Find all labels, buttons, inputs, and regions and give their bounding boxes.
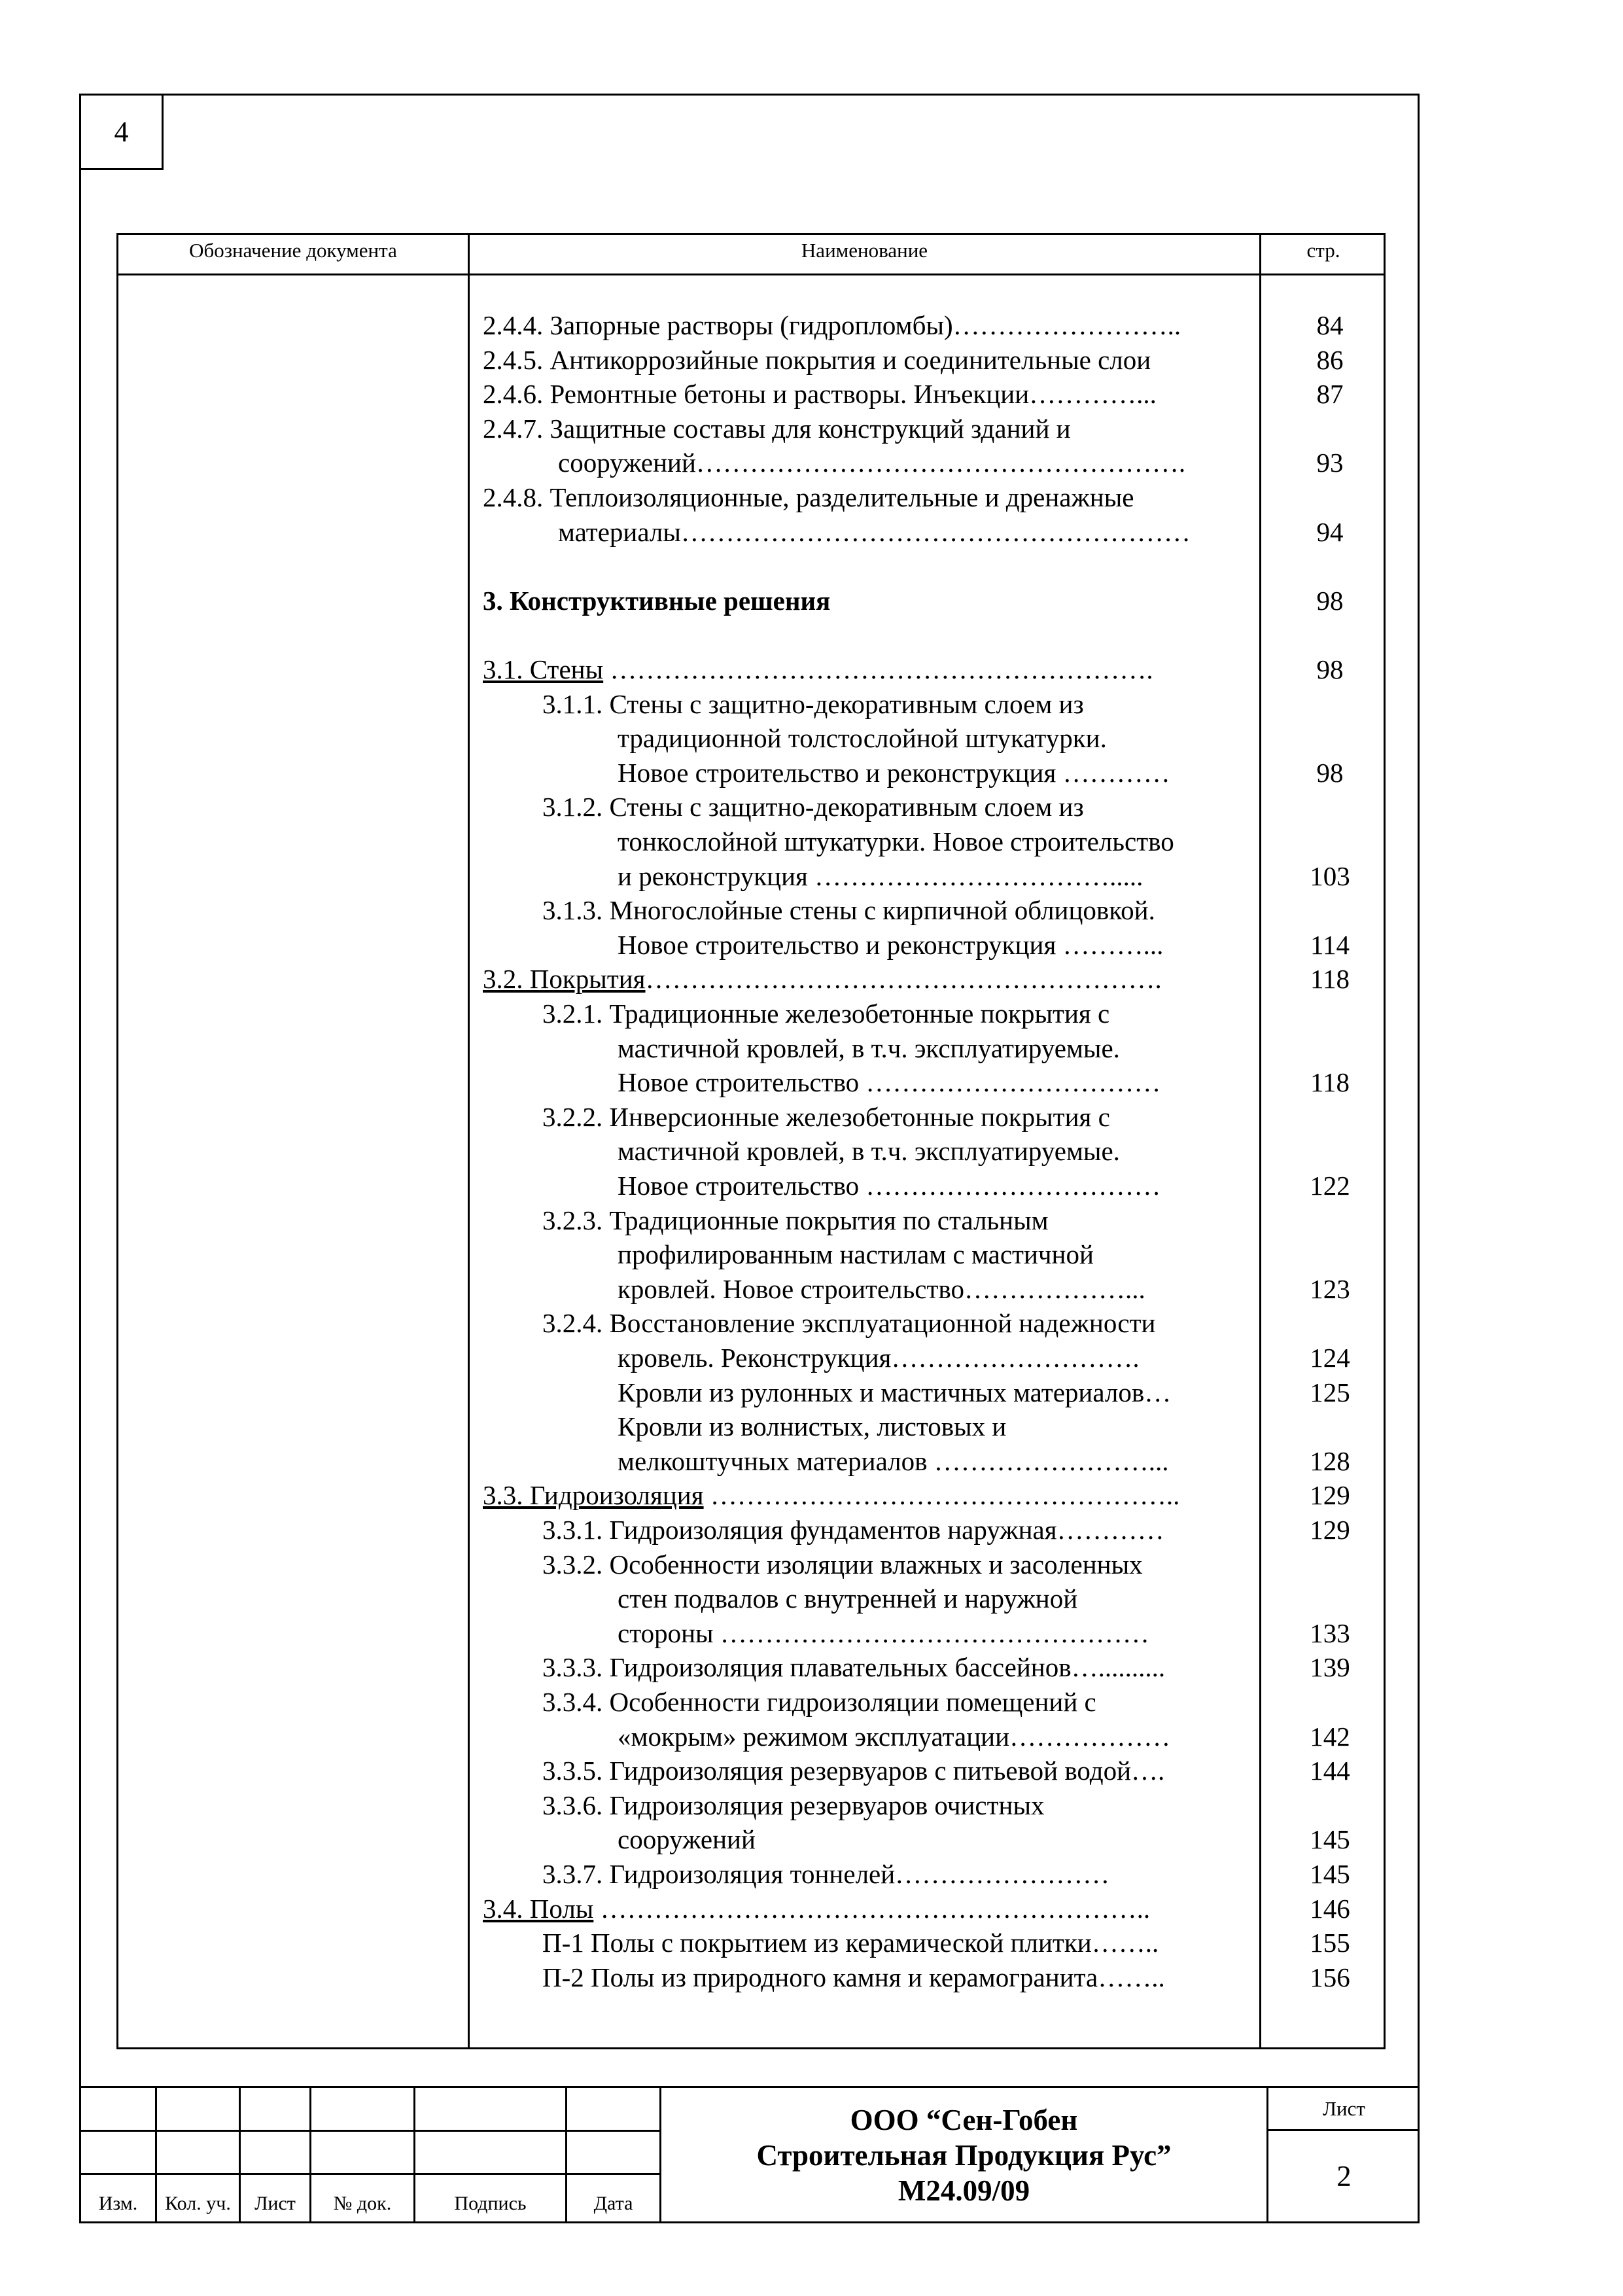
- toc-entry-leader: ……………………………………………..: [703, 1480, 1180, 1510]
- toc-entry: [618, 824, 1249, 859]
- header-doc-designation: Обозначение документа: [189, 239, 397, 262]
- toc-page-number: 87: [1316, 379, 1344, 409]
- stamp-label-date: Дата: [593, 2193, 633, 2214]
- toc-entry-text: 2.4.5. Антикоррозийные покрытия и соединительные слои: [483, 345, 1151, 375]
- toc-entry-text: 2.4.8. Теплоизоляционные, разделительные и дренажные: [483, 482, 1134, 512]
- toc-page-number: 145: [1310, 1824, 1350, 1854]
- toc-entry-text: 3.2.3. Традиционные покрытия по стальным: [542, 1205, 1049, 1235]
- col-divider-1: [468, 233, 470, 2049]
- toc-page-number: 133: [1310, 1618, 1350, 1648]
- toc-entry-text: 3.4. Полы: [483, 1894, 594, 1924]
- toc-entry: [483, 308, 1249, 343]
- toc-entry: [618, 859, 1249, 894]
- toc-page-number: 146: [1310, 1894, 1350, 1924]
- toc-entry: [618, 1237, 1249, 1272]
- stamp-label-signature: Подпись: [454, 2193, 527, 2214]
- toc-entry-text: 3.3.6. Гидроизоляция резервуаров очистных: [542, 1790, 1045, 1820]
- toc-entry-text: сооружений: [618, 1824, 756, 1854]
- toc-entry: [542, 1754, 1249, 1788]
- toc-entry: [542, 1100, 1249, 1135]
- toc-entry-text: традиционной толстослойной штукатурки.: [618, 723, 1107, 753]
- toc-entry: [542, 1547, 1249, 1582]
- toc-page-number: 114: [1310, 930, 1350, 960]
- toc-entry-text: 3.2.2. Инверсионные железобетонные покрытия с: [542, 1102, 1110, 1132]
- toc-entry-leader: …………………………………………………….: [603, 654, 1153, 684]
- toc-entry: [618, 1581, 1249, 1616]
- stamp-row-2: [79, 2173, 659, 2175]
- toc-entry: [542, 893, 1249, 928]
- toc-entry-text: Кровли из рулонных и мастичных материалов…: [618, 1377, 1172, 1407]
- toc-entry: [618, 928, 1249, 963]
- toc-entry-text: 3.3.1. Гидроизоляция фундаментов наружная…………: [542, 1515, 1164, 1545]
- toc-page-number: 145: [1310, 1859, 1350, 1889]
- toc-entry: [618, 721, 1249, 756]
- toc-entry: [618, 1341, 1249, 1375]
- toc-page-number: 98: [1316, 758, 1344, 788]
- toc-entry: [542, 1857, 1249, 1892]
- toc-page-number: 142: [1310, 1722, 1350, 1752]
- toc-entry: [542, 1788, 1249, 1823]
- toc-entry-text: 3.1.3. Многослойные стены с кирпичной облицовкой.: [542, 895, 1155, 925]
- toc-entry: [618, 1031, 1249, 1066]
- toc-entry: [618, 1272, 1249, 1307]
- toc-entry: [618, 1134, 1249, 1169]
- stamp-label-kol-uch: Кол. уч.: [165, 2193, 231, 2214]
- toc-page-number: 98: [1316, 586, 1344, 616]
- toc-entry: [618, 1065, 1249, 1100]
- toc-entry-text: 2.4.4. Запорные растворы (гидропломбы)……………………..: [483, 310, 1181, 340]
- toc-entry-text: П-1 Полы с покрытием из керамической плитки……..: [542, 1928, 1159, 1958]
- toc-page-number: 98: [1316, 654, 1344, 684]
- toc-page-number: 93: [1316, 448, 1344, 478]
- toc-entry: [483, 1478, 1249, 1513]
- stamp-label-doc-no: № док.: [333, 2193, 392, 2214]
- toc-entry: [558, 446, 1249, 480]
- toc-entry: [542, 1203, 1249, 1238]
- toc-entry: [618, 1444, 1249, 1479]
- toc-entry: [542, 1960, 1249, 1995]
- toc-entry-text: материалы…………………………………………………: [558, 517, 1191, 547]
- header-divider: [116, 274, 1386, 275]
- toc-entry-text: 3.3.3. Гидроизоляция плавательных бассейнов…..........: [542, 1652, 1166, 1682]
- toc-entry-text: мастичной кровлей, в т.ч. эксплуатируемые.: [618, 1033, 1120, 1063]
- toc-entry-text: 2.4.6. Ремонтные бетоны и растворы. Инъекции…………...: [483, 379, 1157, 409]
- toc-entry-text: 3.3.7. Гидроизоляция тоннелей……………………: [542, 1859, 1110, 1889]
- toc-entry: [483, 377, 1249, 412]
- toc-entry-text: 3.2.4. Восстановление эксплуатационной надежности: [542, 1308, 1156, 1338]
- header-page: стр.: [1306, 239, 1340, 262]
- toc-entry: [542, 1926, 1249, 1960]
- toc-entry-text: Кровли из волнистых, листовых и: [618, 1411, 1007, 1441]
- toc-page-number: 139: [1310, 1652, 1350, 1682]
- toc-entry-text: 3.1.2. Стены с защитно-декоративным слоем из: [542, 792, 1084, 822]
- toc-entry: [483, 584, 1249, 618]
- toc-page-number: 118: [1310, 964, 1350, 994]
- toc-entry: [542, 790, 1249, 824]
- toc-entry: [618, 1409, 1249, 1444]
- toc-entry-text: 3.2.1. Традиционные железобетонные покрытия с: [542, 998, 1110, 1029]
- toc-entry: [542, 1650, 1249, 1685]
- toc-entry-text: стен подвалов с внутренней и наружной: [618, 1583, 1078, 1614]
- toc-entry: [483, 343, 1249, 378]
- toc-entry-text: «мокрым» режимом эксплуатации………………: [618, 1722, 1171, 1752]
- toc-entry-text: Новое строительство и реконструкция …………: [618, 758, 1170, 788]
- document-code: М24.09/09: [898, 2174, 1030, 2207]
- toc-page-number: 156: [1310, 1962, 1350, 1992]
- toc-entry: [618, 1169, 1249, 1203]
- toc-entry-text: 3.3.5. Гидроизоляция резервуаров с питьевой водой….: [542, 1756, 1165, 1786]
- toc-entry-text: кровель. Реконструкция……………………….: [618, 1343, 1140, 1373]
- toc-entry-text: 3.1.1. Стены с защитно-декоративным слоем из: [542, 689, 1084, 719]
- toc-entry-text: 3.2. Покрытия: [483, 964, 646, 994]
- toc-entry-text: Новое строительство ……………………………: [618, 1171, 1161, 1201]
- toc-entry-text: Новое строительство ……………………………: [618, 1067, 1161, 1097]
- toc-page-number: 128: [1310, 1446, 1350, 1476]
- toc-entry: [558, 515, 1249, 550]
- toc-page-number: 129: [1310, 1480, 1350, 1510]
- toc-entry: [542, 1685, 1249, 1720]
- toc-page-number: 155: [1310, 1928, 1350, 1958]
- toc-entry-text: профилированным настилам с мастичной: [618, 1239, 1094, 1269]
- toc-entry: [483, 652, 1249, 687]
- toc-entry: [618, 756, 1249, 790]
- company-block: [661, 2102, 1266, 2208]
- toc-entry-text: и реконструкция …………………………….....: [618, 861, 1143, 891]
- toc-entry: [542, 997, 1249, 1031]
- toc-entry: [483, 412, 1249, 446]
- stamp-label-list: Лист: [254, 2193, 296, 2214]
- toc-page-number: 123: [1310, 1274, 1350, 1304]
- stamp-label-izm: Изм.: [98, 2193, 138, 2214]
- toc-entry: [483, 480, 1249, 515]
- toc-entry-text: Новое строительство и реконструкция ………...: [618, 930, 1164, 960]
- toc-page-number: 124: [1310, 1343, 1350, 1373]
- toc-page-number: 94: [1316, 517, 1344, 547]
- toc-entry-text: 3.1. Стены: [483, 654, 604, 684]
- toc-entry-text: 3.3.4. Особенности гидроизоляции помещений с: [542, 1687, 1096, 1717]
- toc-entry-text: тонкослойной штукатурки. Новое строительство: [618, 826, 1174, 857]
- sheet-label: Лист: [1323, 2097, 1365, 2120]
- toc-entry: [483, 962, 1249, 997]
- toc-page-number: 84: [1316, 310, 1344, 340]
- toc-page-number: 125: [1310, 1377, 1350, 1407]
- toc-page-number: 118: [1310, 1067, 1350, 1097]
- toc-entry-text: 2.4.7. Защитные составы для конструкций зданий и: [483, 414, 1071, 444]
- toc-entry-text: мастичной кровлей, в т.ч. эксплуатируемые.: [618, 1136, 1120, 1166]
- header-name: Наименование: [801, 239, 928, 262]
- toc-entry: [542, 1306, 1249, 1341]
- toc-entry: [618, 1720, 1249, 1754]
- toc-page-number: 122: [1310, 1171, 1350, 1201]
- stamp-top-border: [79, 2086, 1420, 2088]
- toc-entry-text: 3. Конструктивные решения: [483, 586, 831, 616]
- toc-entry-leader: ……………………………………………………..: [593, 1894, 1151, 1924]
- page-number: 4: [79, 94, 164, 170]
- toc-entry: [542, 687, 1249, 722]
- toc-entry-text: кровлей. Новое строительство………………...: [618, 1274, 1145, 1304]
- toc-entry-text: 3.3. Гидроизоляция: [483, 1480, 704, 1510]
- toc-entry-text: сооружений……………………………………………….: [558, 448, 1186, 478]
- toc-entry: [618, 1616, 1249, 1651]
- col-divider-2: [1259, 233, 1261, 2049]
- toc-page-number: 144: [1310, 1756, 1350, 1786]
- toc-entry-text: 3.3.2. Особенности изоляции влажных и засоленных: [542, 1549, 1143, 1580]
- stamp-row-1: [79, 2130, 659, 2132]
- toc-entry-leader: ………………………………………………….: [645, 964, 1162, 994]
- toc-entry: [618, 1822, 1249, 1857]
- toc-entry-text: П-2 Полы из природного камня и керамогранита……..: [542, 1962, 1165, 1992]
- company-line-1: ООО “Сен-Гобен: [850, 2104, 1078, 2136]
- toc-entry: [618, 1375, 1249, 1410]
- toc-entry-text: мелкоштучных материалов ……………………...: [618, 1446, 1169, 1476]
- toc-page-number: 86: [1316, 345, 1344, 375]
- toc-page-number: 103: [1310, 861, 1350, 891]
- toc-page-number: 129: [1310, 1515, 1350, 1545]
- company-line-2: Строительная Продукция Рус”: [756, 2139, 1172, 2172]
- toc-entry: [542, 1513, 1249, 1547]
- toc-entry: [483, 1892, 1249, 1926]
- toc-entry-text: стороны …………………………………………: [618, 1618, 1149, 1648]
- sheet-number: 2: [1336, 2160, 1352, 2193]
